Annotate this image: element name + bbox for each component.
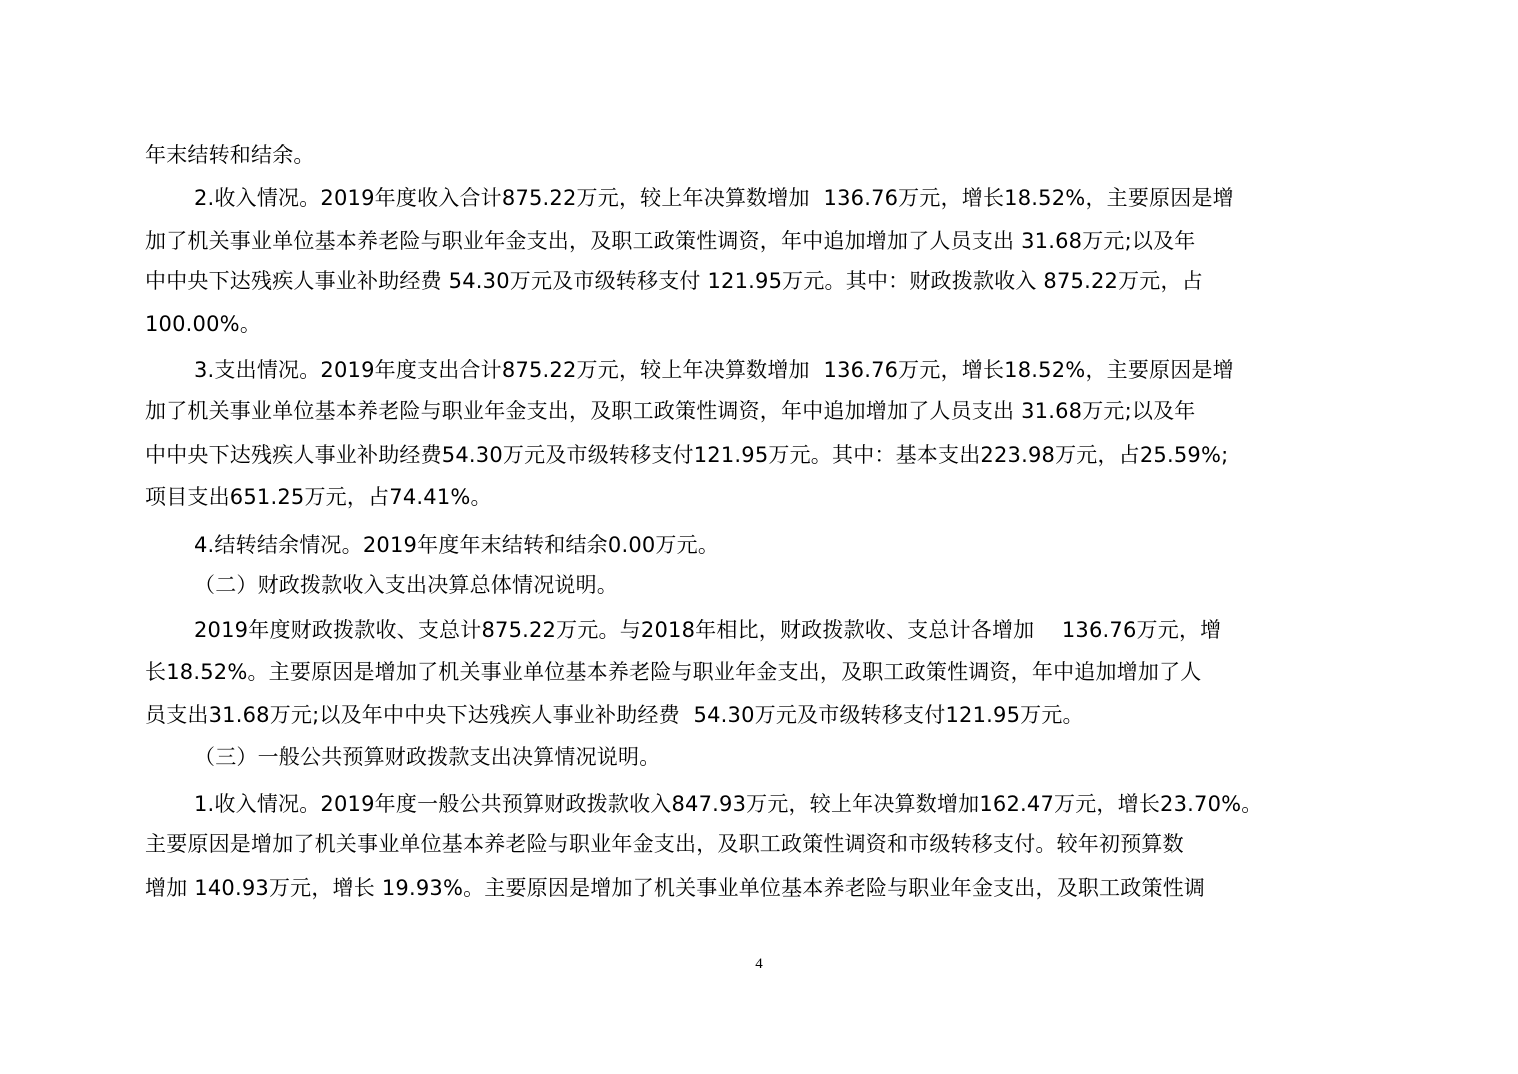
paragraph-line: 1.收入情况。2019年度一般公共预算财政拨款收入847.93万元，较上年决算数增加162.47万元，增长23.70%。: [194, 792, 1263, 816]
section-heading: （二）财政拨款收入支出决算总体情况说明。: [194, 573, 618, 597]
paragraph-line: 员支出31.68万元;以及年中中央下达残疾人事业补助经费 54.30万元及市级转移支付121.95万元。: [145, 703, 1084, 727]
paragraph-line: 4.结转结余情况。2019年度年末结转和结余0.00万元。: [194, 533, 720, 557]
paragraph-line: 项目支出651.25万元，占74.41%。: [145, 485, 492, 509]
paragraph-line: 中中央下达残疾人事业补助经费 54.30万元及市级转移支付 121.95万元。其中：财政拨款收入 875.22万元，占: [145, 269, 1203, 293]
paragraph-line: 长18.52%。主要原因是增加了机关事业单位基本养老险与职业年金支出，及职工政策性调资，年中追加增加了人: [145, 660, 1202, 684]
paragraph-line: 2019年度财政拨款收、支总计875.22万元。与2018年相比，财政拨款收、支总计各增加 136.76万元，增: [194, 618, 1222, 642]
paragraph-line: 年末结转和结余。: [145, 143, 315, 167]
paragraph-line: 2.收入情况。2019年度收入合计875.22万元，较上年决算数增加 136.76万元，增长18.52%，主要原因是增: [194, 186, 1234, 210]
paragraph-line: 100.00%。: [145, 312, 262, 336]
paragraph-line: 增加 140.93万元，增长 19.93%。主要原因是增加了机关事业单位基本养老险与职业年金支出，及职工政策性调: [145, 876, 1206, 900]
paragraph-line: 3.支出情况。2019年度支出合计875.22万元，较上年决算数增加 136.76万元，增长18.52%，主要原因是增: [194, 358, 1234, 382]
section-heading: （三）一般公共预算财政拨款支出决算情况说明。: [194, 745, 661, 769]
page-number: 4: [755, 956, 763, 972]
paragraph-line: 主要原因是增加了机关事业单位基本养老险与职业年金支出，及职工政策性调资和市级转移支付。较年初预算数: [145, 832, 1184, 856]
paragraph-line: 中中央下达残疾人事业补助经费54.30万元及市级转移支付121.95万元。其中：基本支出223.98万元，占25.59%;: [145, 443, 1229, 467]
paragraph-line: 加了机关事业单位基本养老险与职业年金支出，及职工政策性调资，年中追加增加了人员支出 31.68万元;以及年: [145, 229, 1196, 253]
paragraph-line: 加了机关事业单位基本养老险与职业年金支出，及职工政策性调资，年中追加增加了人员支出 31.68万元;以及年: [145, 399, 1196, 423]
